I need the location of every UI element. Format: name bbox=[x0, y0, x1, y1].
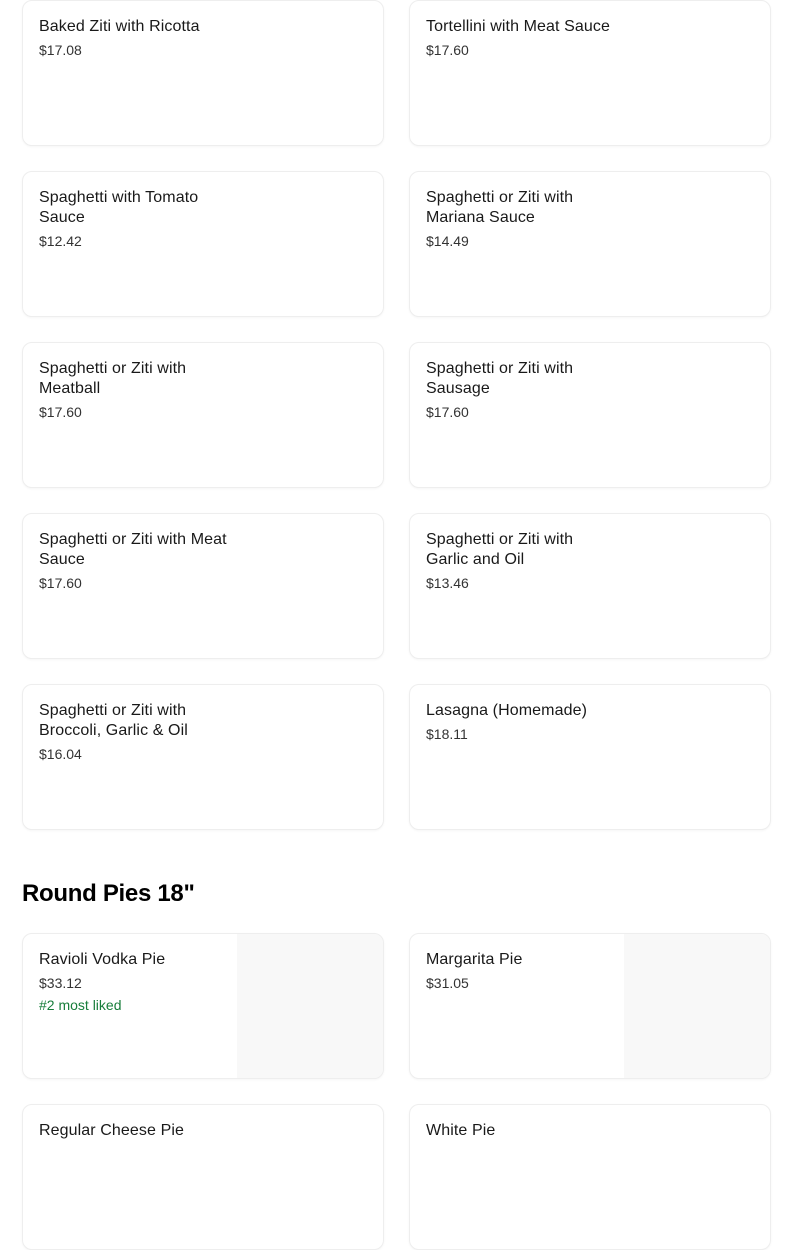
menu-item-name: Spaghetti or Ziti with Sausage bbox=[426, 360, 574, 397]
pasta-grid bbox=[22, 0, 771, 830]
menu-item-image bbox=[237, 934, 383, 1079]
menu-item-card[interactable] bbox=[409, 513, 771, 659]
menu-item-card[interactable] bbox=[409, 0, 771, 146]
menu-item-name: Spaghetti or Ziti with Meat Sauce bbox=[39, 531, 227, 568]
menu-item-name: Spaghetti or Ziti with Broccoli, Garlic & Oil bbox=[39, 702, 188, 739]
menu-item-image bbox=[624, 934, 770, 1079]
menu-item-name: Lasagna (Homemade) bbox=[426, 702, 587, 719]
menu-item-card[interactable] bbox=[22, 171, 384, 317]
menu-item-card[interactable] bbox=[409, 171, 771, 317]
menu-item-info bbox=[426, 188, 616, 249]
menu-item-info bbox=[39, 950, 229, 1013]
menu-item-price: $14.49 bbox=[426, 233, 469, 249]
menu-item-price: $13.46 bbox=[426, 575, 469, 591]
menu-item-card[interactable] bbox=[22, 513, 384, 659]
menu-item-name: Tortellini with Meat Sauce bbox=[426, 18, 611, 35]
menu-item-name: Spaghetti or Ziti with Mariana Sauce bbox=[426, 189, 574, 226]
menu-item-price: $17.60 bbox=[426, 42, 469, 58]
most-liked-badge: #2 most liked bbox=[39, 997, 122, 1013]
menu-item-info bbox=[426, 1121, 616, 1146]
menu-item-card[interactable] bbox=[22, 342, 384, 488]
menu-item-price: $17.60 bbox=[39, 404, 82, 420]
menu-item-info bbox=[426, 950, 616, 991]
section-title-round-pies: Round Pies 18" bbox=[22, 880, 195, 907]
menu-item-price: $31.05 bbox=[426, 975, 469, 991]
menu-item-name: White Pie bbox=[426, 1122, 496, 1139]
menu-item-card[interactable] bbox=[22, 0, 384, 146]
menu-item-card[interactable] bbox=[409, 1104, 771, 1250]
menu-item-info bbox=[39, 188, 229, 249]
menu-item-name: Regular Cheese Pie bbox=[39, 1122, 184, 1139]
menu-item-name: Spaghetti or Ziti with Meatball bbox=[39, 360, 187, 397]
menu-item-price: $33.12 bbox=[39, 975, 82, 991]
menu-item-info bbox=[39, 701, 229, 762]
menu-item-info bbox=[39, 1121, 229, 1146]
menu-item-name: Spaghetti with Tomato Sauce bbox=[39, 189, 199, 226]
menu-item-price: $18.11 bbox=[426, 726, 468, 742]
menu-item-price: $17.08 bbox=[39, 42, 82, 58]
menu-item-info bbox=[426, 701, 616, 742]
menu-item-card[interactable] bbox=[409, 684, 771, 830]
menu-item-name: Baked Ziti with Ricotta bbox=[39, 18, 200, 35]
menu-item-name: Spaghetti or Ziti with Garlic and Oil bbox=[426, 531, 574, 568]
menu-item-name: Margarita Pie bbox=[426, 951, 523, 968]
round-pies-grid bbox=[22, 933, 771, 1250]
menu-item-card[interactable] bbox=[409, 933, 771, 1079]
menu-item-card[interactable] bbox=[22, 933, 384, 1079]
menu-item-info bbox=[39, 17, 229, 58]
menu-item-info bbox=[39, 359, 229, 420]
menu-item-info bbox=[426, 359, 616, 420]
menu-item-price: $12.42 bbox=[39, 233, 82, 249]
menu-item-card[interactable] bbox=[22, 684, 384, 830]
menu-item-card[interactable] bbox=[22, 1104, 384, 1250]
menu-item-price: $17.60 bbox=[39, 575, 82, 591]
menu-item-card[interactable] bbox=[409, 342, 771, 488]
menu-item-info bbox=[426, 530, 616, 591]
menu-item-price: $16.04 bbox=[39, 746, 82, 762]
menu-item-name: Ravioli Vodka Pie bbox=[39, 951, 166, 968]
menu-item-info bbox=[39, 530, 229, 591]
menu-item-info bbox=[426, 17, 616, 58]
menu-item-price: $17.60 bbox=[426, 404, 469, 420]
